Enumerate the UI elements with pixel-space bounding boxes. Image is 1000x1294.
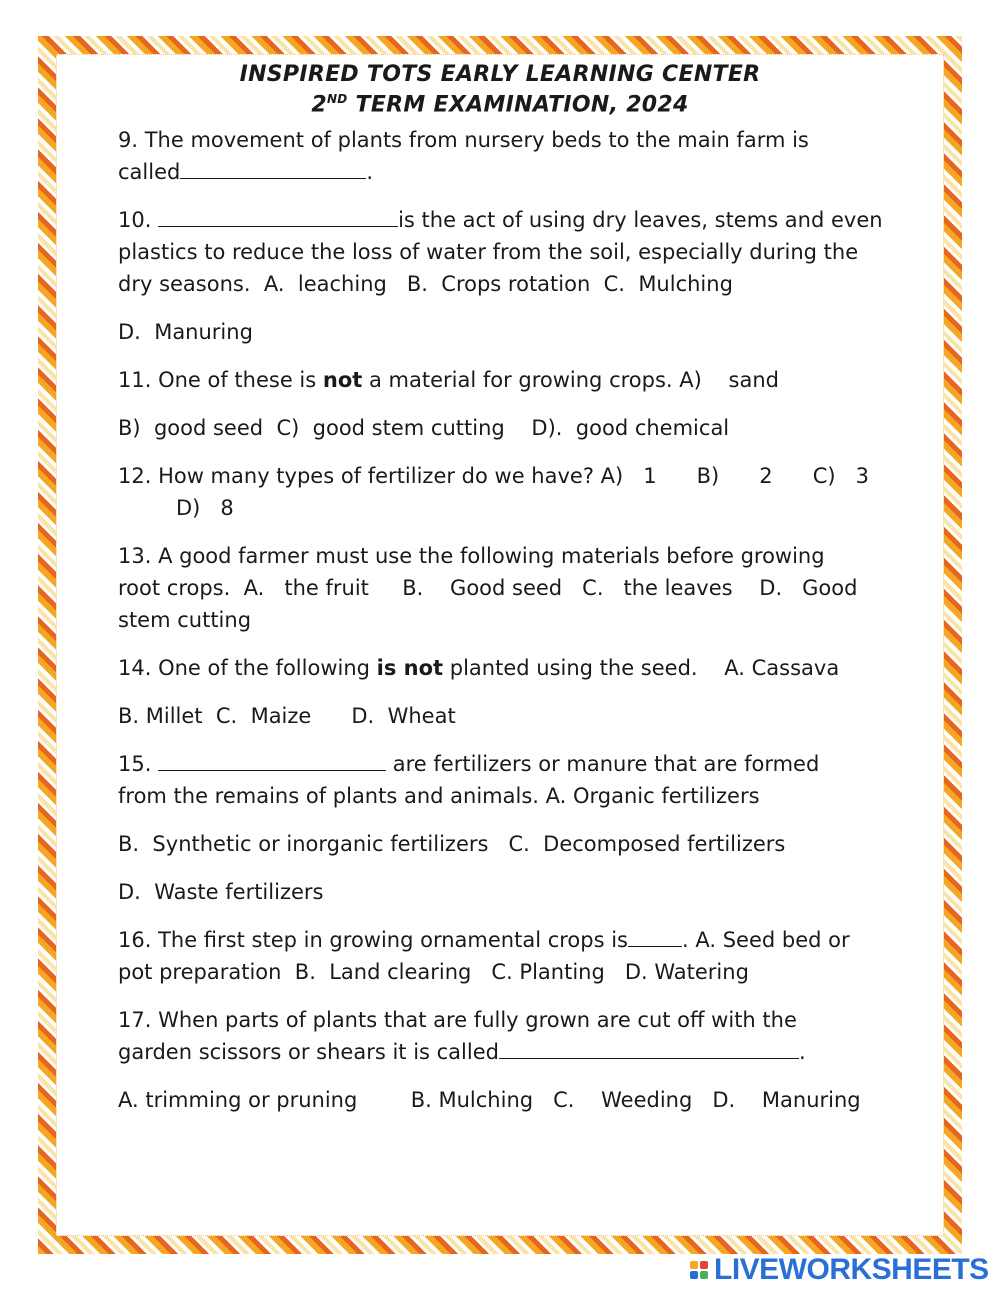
logo-text: LIVEWORKSHEETS (714, 1253, 989, 1286)
question-16: 16. The first step in growing ornamental crops is . A. Seed bed or pot preparation B. Land clearing C. Planting D. Watering (118, 924, 893, 988)
question-14-options: B. Millet C. Maize D. Wheat (118, 704, 456, 728)
question-17-options: A. trimming or pruning B. Mulching C. Weeding D. Manuring (118, 1088, 861, 1112)
answer-blank-q9[interactable] (180, 156, 366, 179)
question-15-option-d: D. Waste fertilizers (118, 880, 324, 904)
question-11: 11. One of these is not a material for growing crops. A) sand (118, 368, 779, 392)
answer-blank-q10[interactable] (158, 204, 398, 227)
question-15-options-bc: B. Synthetic or inorganic fertilizers C. Decomposed fertilizers (118, 832, 786, 856)
school-name: INSPIRED TOTS EARLY LEARNING CENTER (239, 62, 761, 87)
exam-title: 2ND TERM EXAMINATION, 2024 (311, 92, 689, 118)
question-10-option-d: D. Manuring (118, 320, 253, 344)
question-17: 17. When parts of plants that are fully grown are cut off with the garden scissors or shears it is called . (118, 1008, 806, 1064)
question-11-options: B) good seed C) good stem cutting D). good chemical (118, 416, 730, 440)
answer-blank-q16[interactable] (628, 924, 682, 947)
question-13: 13. A good farmer must use the following materials before growing root crops. A. the fruit B. Good seed C. the leaves D. Good stem cutting (118, 544, 858, 632)
question-9: 9. The movement of plants from nursery beds to the main farm is called . (118, 128, 809, 184)
question-15: 15. are fertilizers or manure that are formed from the remains of plants and animals. A. Organic fertilizers (118, 748, 893, 812)
questions-area (118, 124, 893, 1132)
question-10: 10. is the act of using dry leaves, stems and even plastics to reduce the loss of water from the soil, especially during the dry seasons. A. leaching B. Crops rotation C. Mulching (118, 204, 893, 300)
question-12: 12. How many types of fertilizer do we have? A) 1 B) 2 C) 3 D) 8 (118, 464, 869, 520)
liveworksheets-logo-icon (690, 1261, 708, 1279)
answer-blank-q17[interactable] (499, 1036, 799, 1059)
answer-blank-q15[interactable] (158, 748, 386, 771)
liveworksheets-logo (690, 1255, 989, 1285)
question-14: 14. One of the following is not planted using the seed. A. Cassava (118, 656, 840, 680)
